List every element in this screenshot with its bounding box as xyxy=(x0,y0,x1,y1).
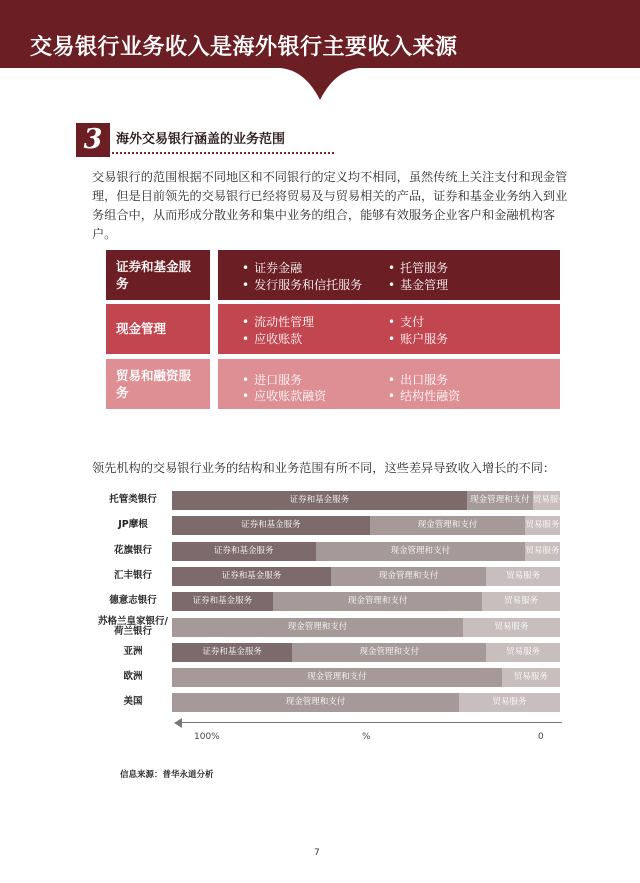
bar-segment: 现金管理和支付 xyxy=(467,491,533,510)
service-item: • 应收账款融资 xyxy=(242,387,326,404)
service-item: • 账户服务 xyxy=(388,330,448,347)
x-tick-right: 0 xyxy=(538,732,544,742)
bar-segment: 证券和基金服务 xyxy=(172,491,467,510)
bar-segment: 贸易服务 xyxy=(533,491,560,510)
service-item: • 流动性管理 xyxy=(242,313,314,330)
bar-row xyxy=(172,668,560,687)
section-dotted-rule xyxy=(112,152,334,154)
bar-segment: 现金管理和支付 xyxy=(292,643,486,662)
bar-row xyxy=(172,618,560,637)
x-axis-line xyxy=(180,722,562,723)
bar-segment: 现金管理和支付 xyxy=(273,592,483,611)
bar-segment: 证券和基金服务 xyxy=(172,516,370,535)
bar-row xyxy=(172,516,560,535)
bar-segment: 现金管理和支付 xyxy=(370,516,525,535)
bar-segment: 贸易服务 xyxy=(502,668,560,687)
category-label: 托管类银行 xyxy=(109,494,157,505)
intro-paragraph: 交易银行的范围根据不同地区和不同银行的定义均不相同，虽然传统上关注支付和现金管理，但是目前领先的交易银行已经将贸易及与贸易相关的产品，证券和基金业务纳入到业务组合中，从而形成分散业务和集中业务的组合，能够有效服务企业客户和金融机构客户。 xyxy=(92,170,568,241)
service-item: • 支付 xyxy=(388,313,424,330)
category-label: 亚洲 xyxy=(123,645,143,657)
category-label: 苏格兰皇家银行/荷兰银行 xyxy=(98,615,168,637)
source-note: 信息来源：普华永道分析 xyxy=(120,770,214,780)
bar-segment: 证券和基金服务 xyxy=(172,643,292,662)
axis-arrow-icon xyxy=(174,718,182,728)
bar-row xyxy=(172,592,560,611)
bar-segment: 贸易服务 xyxy=(486,567,560,586)
service-label: 证券和基金服务 xyxy=(106,250,210,300)
service-items-box xyxy=(218,250,560,300)
page-header xyxy=(0,0,640,103)
category-label: 德意志银行 xyxy=(109,595,157,607)
bar-segment: 证券和基金服务 xyxy=(172,542,316,561)
bar-segment: 贸易服务 xyxy=(463,618,560,637)
bar-segment: 贸易服务 xyxy=(459,693,560,712)
service-item: • 基金管理 xyxy=(388,276,448,293)
bar-row xyxy=(172,567,560,586)
service-label: 贸易和融资服务 xyxy=(106,359,210,409)
service-items-box xyxy=(218,359,560,409)
service-item: • 证券金融 xyxy=(242,259,302,276)
bar-segment: 证券和基金服务 xyxy=(172,592,273,611)
bar-segment: 贸易服务 xyxy=(525,516,560,535)
category-label: 美国 xyxy=(123,696,143,708)
bar-segment: 现金管理和支付 xyxy=(331,567,486,586)
category-label: 花旗银行 xyxy=(113,544,152,556)
bar-segment: 证券和基金服务 xyxy=(172,567,331,586)
service-items-box xyxy=(218,304,560,354)
chart-intro-paragraph: 领先机构的交易银行业务的结构和业务范围有所不同，这些差异导致收入增长的不同： xyxy=(92,461,556,475)
service-item: • 发行服务和信托服务 xyxy=(242,276,362,293)
page-title: 交易银行业务收入是海外银行主要收入来源 xyxy=(30,35,458,60)
bar-row xyxy=(172,491,567,510)
category-label: 汇丰银行 xyxy=(113,569,152,581)
bar-row xyxy=(172,693,560,712)
service-item: • 应收账款 xyxy=(242,330,302,347)
bar-segment: 现金管理和支付 xyxy=(172,618,463,637)
service-label: 现金管理 xyxy=(106,304,210,354)
section-number-badge: 3 xyxy=(76,123,110,157)
page-number: 7 xyxy=(314,848,320,858)
bar-segment: 现金管理和支付 xyxy=(172,668,502,687)
category-label: JP摩根 xyxy=(118,519,148,531)
bar-row xyxy=(172,643,560,662)
service-item: • 出口服务 xyxy=(388,371,448,388)
bar-segment: 贸易服务 xyxy=(525,542,560,561)
bar-segment: 现金管理和支付 xyxy=(172,693,459,712)
service-item: • 进口服务 xyxy=(242,371,302,388)
bar-segment: 贸易服务 xyxy=(486,643,560,662)
section-title: 海外交易银行涵盖的业务范围 xyxy=(116,132,286,147)
bar-segment: 现金管理和支付 xyxy=(316,542,526,561)
bar-segment: 贸易服务 xyxy=(482,592,560,611)
service-item: • 结构性融资 xyxy=(388,387,460,404)
service-item: • 托管服务 xyxy=(388,259,448,276)
bar-row xyxy=(172,542,560,561)
x-tick-left: 100% xyxy=(194,732,220,742)
x-tick-mid: % xyxy=(362,732,371,742)
category-label: 欧洲 xyxy=(123,671,143,683)
